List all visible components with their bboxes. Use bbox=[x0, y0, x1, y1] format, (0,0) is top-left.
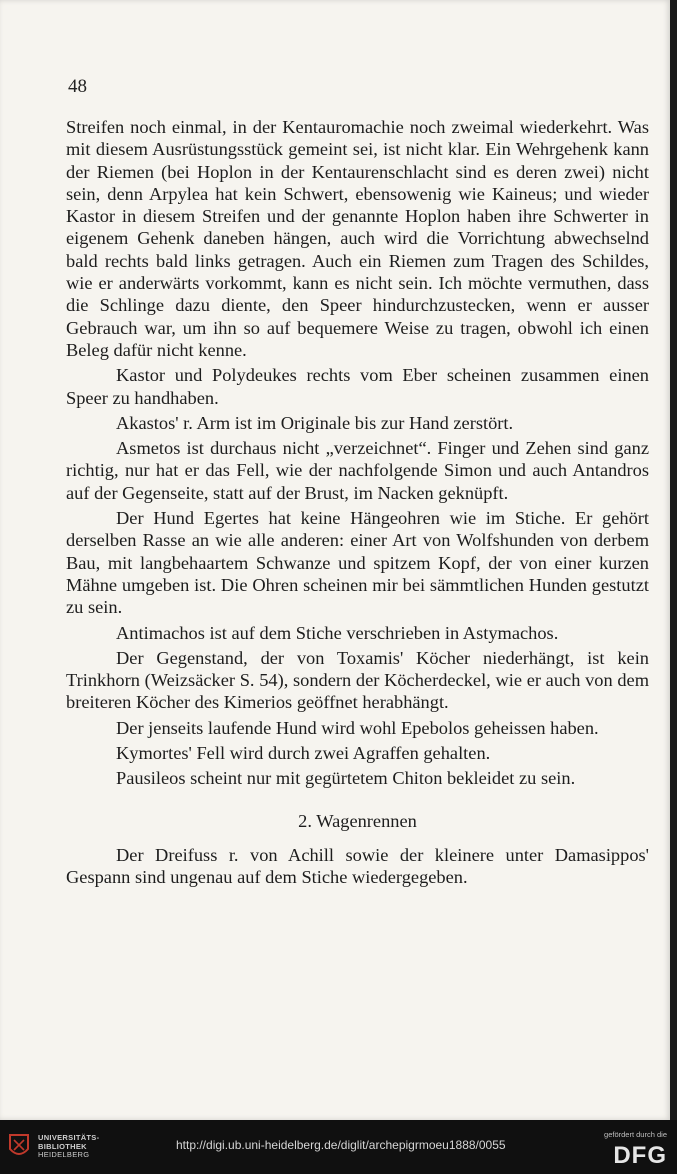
footer-bar bbox=[0, 1120, 677, 1174]
paragraph-10: Der Dreifuss r. von Achill sowie der kleinere unter Damasippos' Gespann sind ungenau auf dem Stiche wiedergegeben. bbox=[66, 844, 649, 888]
university-name bbox=[38, 1134, 99, 1160]
body-text bbox=[66, 116, 649, 889]
paragraph-8: Kymortes' Fell wird durch zwei Agraffen gehalten. bbox=[116, 743, 491, 764]
paragraph-6: Der Gegenstand, der von Toxamis' Köcher niederhängt, ist kein Trinkhorn (Weizsäcker S. 54), sondern der Köcherdeckel, wie er auch von dem breiteren Köcher des Kimerios geöffnet herabhängt. bbox=[66, 647, 649, 713]
paragraph-4: Der Hund Egertes hat keine Hängeohren wie im Stiche. Er gehört derselben Rasse an wie alle anderen: einer Art von Wolfshunden von derbem Bau, mit langbehaartem Schwanze und spitzem Kopf, der von einer kurzen Mähne umgeben ist. Die Ohren scheinen mir bei sämmtlichen Hunden gestutzt zu sein. bbox=[66, 508, 649, 618]
paragraph-3: Asmetos ist durchaus nicht „verzeichnet“. Finger und Zehen sind ganz richtig, nur hat er das Fell, wie der nachfolgende Simon und auch Antandros auf der Gegenseite, statt auf der Brust, im Nacken geknüpft. bbox=[66, 438, 649, 503]
paragraph-0: Streifen noch einmal, in der Kentauromachie noch zweimal wiederkehrt. Was mit diesem Ausrüstungsstück gemeint sei, ist nicht klar. Ein Wehrgehenk kann der Riemen (bei Hoplon in der Kentaurenschlacht sind es deren zwei) nicht sein, denn Arpylea hat kein Schwert, ebensowenig wie Kaineus; und wieder Kastor in diesem Streifen und der genannte Hoplon haben ihre Schwerter in eigenem Gehenk daneben hängen, auch wird die Vorrichtung abwechselnd bald rechts bald links getragen. Auch ein Riemen zum Tragen des Schildes, wie er anderwärts vorkommt, kann es nicht sein. Ich möchte vermuthen, dass die Schlinge dazu diente, den Speer hindurchzustecken, wenn er ausser Gebrauch war, um ihn so auf bequemere Weise zu tragen, obwohl ich einen Beleg dafür nicht kenne. bbox=[66, 117, 649, 360]
university-seal-icon bbox=[8, 1131, 30, 1161]
paragraph-7: Der jenseits laufende Hund wird wohl Epebolos geheissen haben. bbox=[116, 717, 599, 738]
paragraph-2: Akastos' r. Arm ist im Originale bis zur Hand zerstört. bbox=[116, 412, 514, 433]
paragraph-9: Pausileos scheint nur mit gegürtetem Chiton bekleidet zu sein. bbox=[116, 768, 576, 789]
university-line-1: UNIVERSITÄTS- bbox=[38, 1133, 100, 1142]
university-line-3: HEIDELBERG bbox=[38, 1150, 90, 1159]
section-heading: 2. Wagenrennen bbox=[298, 810, 417, 831]
page-number: 48 bbox=[68, 76, 87, 97]
source-url-link[interactable]: http://digi.ub.uni-heidelberg.de/diglit/archepigrmoeu1888/0055 bbox=[176, 1138, 506, 1152]
paragraph-5: Antimachos ist auf dem Stiche verschrieben in Astymachos. bbox=[116, 622, 559, 643]
university-line-2: BIBLIOTHEK bbox=[38, 1141, 87, 1151]
paragraph-1: Kastor und Polydeukes rechts vom Eber scheinen zusammen einen Speer zu handhaben. bbox=[66, 365, 649, 408]
dfg-logo: DFG bbox=[613, 1142, 667, 1169]
funding-label: gefördert durch die bbox=[604, 1130, 667, 1139]
